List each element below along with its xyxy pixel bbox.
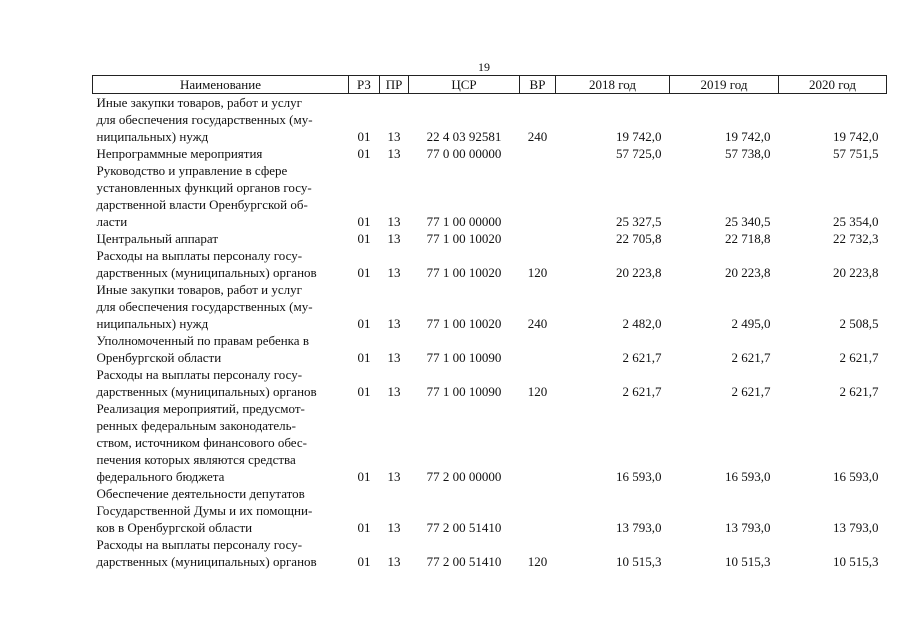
row-name-cell — [93, 162, 349, 230]
row-name-line: Расходы на выплаты персоналу госу- — [96, 367, 303, 382]
table-row — [93, 485, 887, 536]
row-rz-cell: 01 — [357, 520, 371, 535]
row-pr-cell: 13 — [387, 316, 401, 331]
row-name-cell — [93, 400, 349, 485]
row-name-line: дарственной власти Оренбургской об- — [96, 197, 308, 212]
row-vr-cell — [520, 145, 556, 162]
row-pr-cell: 13 — [387, 384, 401, 399]
row-rz-cell: 01 — [357, 316, 371, 331]
row-csr-cell: 22 4 03 92581 — [426, 129, 502, 144]
row-2020-cell: 13 793,0 — [833, 520, 879, 535]
table-row — [93, 247, 887, 281]
row-2018-cell: 22 705,8 — [616, 231, 662, 246]
row-name-line: Иные закупки товаров, работ и услуг — [96, 95, 302, 110]
row-name-line: ством, источником финансового обес- — [96, 435, 307, 450]
row-name-line: Реализация мероприятий, предусмот- — [96, 401, 305, 416]
row-vr-cell: 120 — [527, 384, 548, 399]
row-pr-cell: 13 — [387, 265, 401, 280]
row-name-line: Непрограммные мероприятия — [96, 146, 263, 161]
row-rz-cell: 01 — [357, 265, 371, 280]
row-rz-cell: 01 — [357, 146, 371, 161]
header-2020: 2020 год — [779, 76, 887, 94]
table-header-row — [93, 76, 887, 94]
row-2018-cell: 57 725,0 — [616, 146, 662, 161]
row-pr-cell: 13 — [387, 231, 401, 246]
row-csr-cell: 77 2 00 00000 — [426, 469, 502, 484]
row-rz-cell: 01 — [357, 554, 371, 569]
row-name-cell — [93, 281, 349, 332]
row-name-line: для обеспечения государственных (му- — [96, 299, 313, 314]
row-2019-cell: 2 495,0 — [731, 316, 771, 331]
row-rz-cell: 01 — [357, 129, 371, 144]
row-vr-cell: 120 — [527, 554, 548, 569]
header-name: Наименование — [93, 76, 349, 94]
row-2019-cell: 22 718,8 — [725, 231, 771, 246]
row-2019-cell: 19 742,0 — [725, 129, 771, 144]
row-vr-cell — [520, 332, 556, 366]
row-2019-cell: 10 515,3 — [725, 554, 771, 569]
row-pr-cell: 13 — [387, 469, 401, 484]
row-2020-cell: 20 223,8 — [833, 265, 879, 280]
row-2020-cell: 2 621,7 — [839, 350, 879, 365]
row-2020-cell: 25 354,0 — [833, 214, 879, 229]
row-2018-cell: 16 593,0 — [616, 469, 662, 484]
row-csr-cell: 77 1 00 10090 — [426, 350, 502, 365]
header-rz: РЗ — [349, 76, 380, 94]
row-2018-cell: 20 223,8 — [616, 265, 662, 280]
row-rz-cell: 01 — [357, 231, 371, 246]
table-row — [93, 281, 887, 332]
row-vr-cell — [520, 162, 556, 230]
row-name-line: Руководство и управление в сфере — [96, 163, 288, 178]
row-rz-cell: 01 — [357, 350, 371, 365]
row-2020-cell: 19 742,0 — [833, 129, 879, 144]
header-2018: 2018 год — [556, 76, 670, 94]
row-rz-cell: 01 — [357, 214, 371, 229]
row-rz-cell: 01 — [357, 469, 371, 484]
row-name-line: установленных функций органов госу- — [96, 180, 312, 195]
row-name-line: дарственных (муниципальных) органов — [96, 384, 317, 399]
row-vr-cell: 120 — [527, 265, 548, 280]
header-csr: ЦСР — [409, 76, 520, 94]
row-name-cell — [93, 94, 349, 146]
row-vr-cell — [520, 230, 556, 247]
row-name-cell — [93, 230, 349, 247]
row-name-line: Расходы на выплаты персоналу госу- — [96, 537, 303, 552]
table-row — [93, 536, 887, 570]
budget-table — [92, 75, 887, 570]
row-pr-cell: 13 — [387, 554, 401, 569]
row-2018-cell: 13 793,0 — [616, 520, 662, 535]
row-name-line: дарственных (муниципальных) органов — [96, 554, 317, 569]
row-2020-cell: 22 732,3 — [833, 231, 879, 246]
header-pr: ПР — [380, 76, 409, 94]
table-row — [93, 366, 887, 400]
row-csr-cell: 77 0 00 00000 — [426, 146, 502, 161]
row-name-cell — [93, 145, 349, 162]
row-name-line: ков в Оренбургской области — [96, 520, 253, 535]
row-rz-cell: 01 — [357, 384, 371, 399]
table-body — [93, 94, 887, 571]
row-name-line: ниципальных) нужд — [96, 129, 209, 144]
header-2019: 2019 год — [670, 76, 779, 94]
row-2018-cell: 2 482,0 — [622, 316, 662, 331]
row-vr-cell: 240 — [527, 129, 548, 144]
row-2019-cell: 16 593,0 — [725, 469, 771, 484]
row-name-cell — [93, 366, 349, 400]
row-2020-cell: 10 515,3 — [833, 554, 879, 569]
row-name-line: ниципальных) нужд — [96, 316, 209, 331]
row-name-line: Обеспечение деятельности депутатов — [96, 486, 305, 501]
row-csr-cell: 77 1 00 10020 — [426, 265, 502, 280]
table-row — [93, 94, 887, 146]
row-2020-cell: 16 593,0 — [833, 469, 879, 484]
row-2019-cell: 2 621,7 — [731, 384, 771, 399]
table-row — [93, 332, 887, 366]
row-name-cell — [93, 332, 349, 366]
row-name-line: для обеспечения государственных (му- — [96, 112, 313, 127]
page-number: 19 — [478, 60, 490, 74]
row-csr-cell: 77 1 00 10020 — [426, 316, 502, 331]
row-2018-cell: 10 515,3 — [616, 554, 662, 569]
row-name-line: Расходы на выплаты персоналу госу- — [96, 248, 303, 263]
row-name-cell — [93, 485, 349, 536]
table-row — [93, 145, 887, 162]
row-2018-cell: 25 327,5 — [616, 214, 662, 229]
row-pr-cell: 13 — [387, 214, 401, 229]
row-2020-cell: 2 621,7 — [839, 384, 879, 399]
row-name-line: ласти — [96, 214, 128, 229]
row-name-cell — [93, 247, 349, 281]
row-2020-cell: 57 751,5 — [833, 146, 879, 161]
row-vr-cell — [520, 485, 556, 536]
row-vr-cell: 240 — [527, 316, 548, 331]
row-vr-cell — [520, 400, 556, 485]
row-2019-cell: 2 621,7 — [731, 350, 771, 365]
row-name-line: ренных федеральным законодатель- — [96, 418, 296, 433]
table-row — [93, 230, 887, 247]
row-name-line: федерального бюджета — [96, 469, 225, 484]
row-pr-cell: 13 — [387, 129, 401, 144]
row-2018-cell: 19 742,0 — [616, 129, 662, 144]
row-2019-cell: 13 793,0 — [725, 520, 771, 535]
row-2019-cell: 57 738,0 — [725, 146, 771, 161]
row-name-line: Иные закупки товаров, работ и услуг — [96, 282, 302, 297]
table-row — [93, 400, 887, 485]
row-pr-cell: 13 — [387, 520, 401, 535]
row-pr-cell: 13 — [387, 146, 401, 161]
row-name-line: Государственной Думы и их помощни- — [96, 503, 313, 518]
row-2018-cell: 2 621,7 — [622, 350, 662, 365]
row-2019-cell: 20 223,8 — [725, 265, 771, 280]
row-name-line: дарственных (муниципальных) органов — [96, 265, 317, 280]
header-vr: ВР — [520, 76, 556, 94]
row-2020-cell: 2 508,5 — [839, 316, 879, 331]
row-name-cell — [93, 536, 349, 570]
row-pr-cell: 13 — [387, 350, 401, 365]
row-name-line: Уполномоченный по правам ребенка в — [96, 333, 309, 348]
row-csr-cell: 77 2 00 51410 — [426, 520, 502, 535]
row-name-line: печения которых являются средства — [96, 452, 296, 467]
row-csr-cell: 77 2 00 51410 — [426, 554, 502, 569]
row-name-line: Центральный аппарат — [96, 231, 219, 246]
row-csr-cell: 77 1 00 10020 — [426, 231, 502, 246]
row-2018-cell: 2 621,7 — [622, 384, 662, 399]
row-2019-cell: 25 340,5 — [725, 214, 771, 229]
row-csr-cell: 77 1 00 00000 — [426, 214, 502, 229]
table-row — [93, 162, 887, 230]
row-csr-cell: 77 1 00 10090 — [426, 384, 502, 399]
row-name-line: Оренбургской области — [96, 350, 222, 365]
